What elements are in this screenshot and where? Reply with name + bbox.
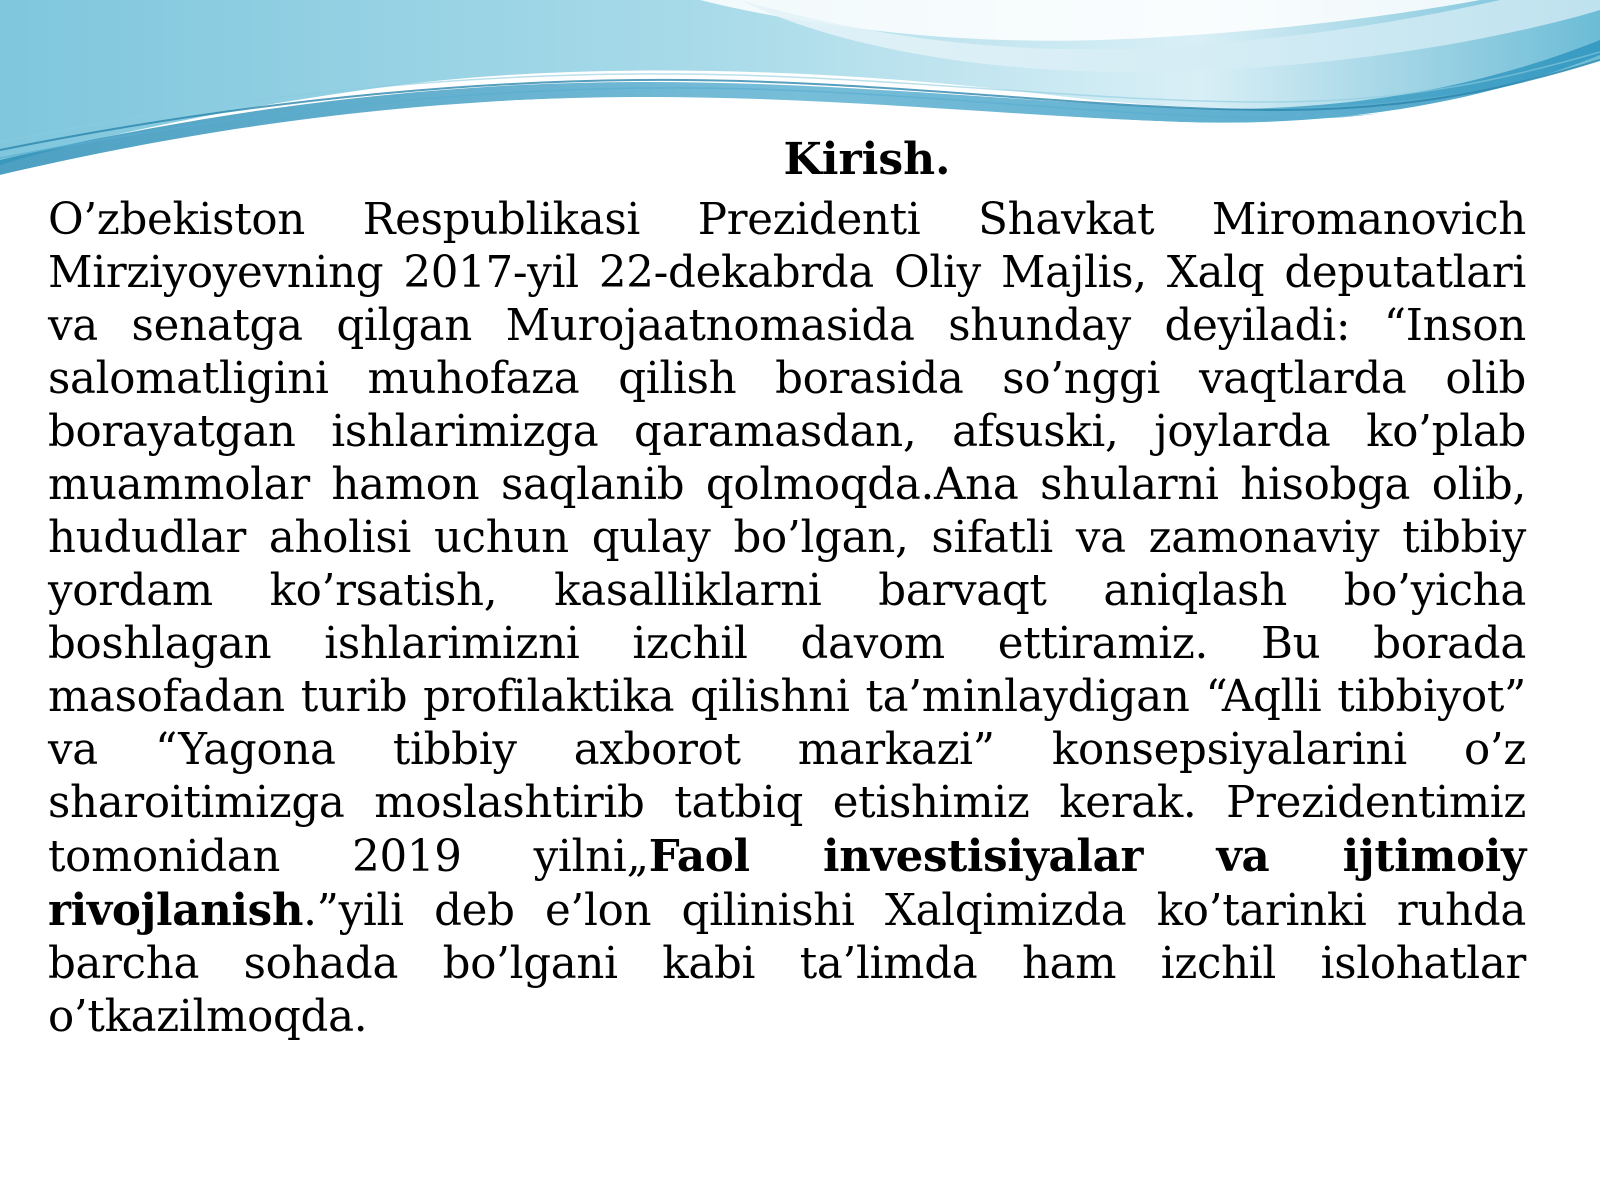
slide-content xyxy=(48,130,1526,1044)
paragraph-bold-phrase: Faol investisiyalar va ijtimoiy rivojlanish xyxy=(48,831,1526,936)
slide-title: Kirish. xyxy=(783,134,951,185)
paragraph-text-before-bold: O’zbekiston Respublikasi Prezidenti Shavkat Miromanovich Mirziyoyevning 2017-yil 22-dekabrda Oliy Majlis, Xalq deputatlari va senatga qilgan Murojaatnomasida shunday deyiladi: “Inson salomatligini muhofaza qilish borasida so’nggi vaqtlarda olib borayatgan ishlarimizga qaramasdan, afsuski, joylarda ko’plab muammolar hamon saqlanib qolmoqda.Ana shularni hisobga olib, hududlar aholisi uchun qulay bo’lgan, sifatli va zamonaviy tibbiy yordam ko’rsatish, kasalliklarni barvaqt aniqlash bo’yicha boshlagan ishlarimizni izchil davom ettiramiz. Bu borada masofadan turib profilaktika qilishni ta’minlaydigan “Aqlli tibbiyot” va “Yagona tibbiy axborot markazi” konsepsiyalarini o’z sharoitimizga moslashtirib tatbiq etishimiz kerak. Prezidentimiz tomonidan 2019 yilni„ xyxy=(48,195,1526,882)
paragraph-text-after-bold: .”yili deb e’lon qilinishi Xalqimizda ko’tarinki ruhda barcha sohada bo’lgani kabi ta’limda ham izchil islohatlar o’tkazilmoqda. xyxy=(48,886,1526,1042)
body-paragraph xyxy=(48,194,1526,1044)
